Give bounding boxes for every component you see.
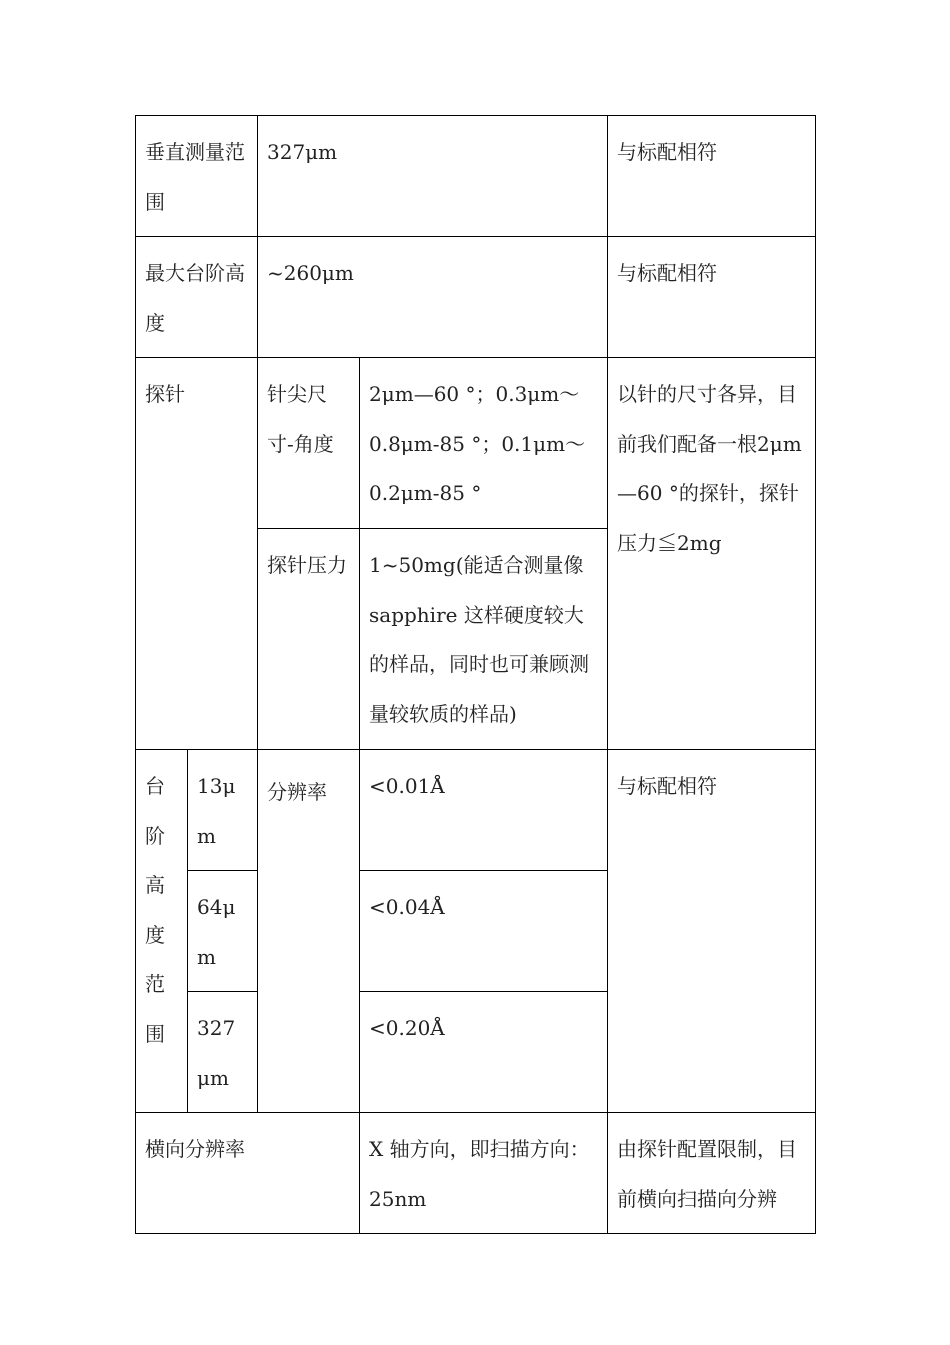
row-value: ~260μm bbox=[258, 237, 608, 358]
probe-tip-label: 针尖尺寸-角度 bbox=[258, 358, 360, 529]
row-label: 横向分辨率 bbox=[136, 1113, 360, 1234]
row-note: 与标配相符 bbox=[608, 237, 816, 358]
resolution-value: <0.04Å bbox=[360, 871, 608, 992]
row-note: 与标配相符 bbox=[608, 116, 816, 237]
row-label: 垂直测量范围 bbox=[136, 116, 258, 237]
spec-table bbox=[135, 115, 816, 1234]
row-note: 由探针配置限制，目前横向扫描向分辨 bbox=[608, 1113, 816, 1234]
resolution-value: <0.20Å bbox=[360, 992, 608, 1113]
probe-pressure-value: 1~50mg(能适合测量像 sapphire 这样硬度较大的样品，同时也可兼顾测量较软质的样品) bbox=[360, 529, 608, 750]
row-note: 以针的尺寸各异，目前我们配备一根2μm—60 °的探针，探针压力≦2mg bbox=[608, 358, 816, 750]
row-label: 最大台阶高度 bbox=[136, 237, 258, 358]
resolution-label: 分辨率 bbox=[258, 750, 360, 1113]
table-row bbox=[136, 750, 816, 871]
probe-tip-value: 2μm—60 °；0.3μm～0.8μm-85 °；0.1μm～0.2μm-85 ° bbox=[360, 358, 608, 529]
row-label: 台阶高度范围 bbox=[136, 750, 188, 1113]
table-row bbox=[136, 237, 816, 358]
table-row bbox=[136, 116, 816, 237]
row-value: 327μm bbox=[258, 116, 608, 237]
table-row bbox=[136, 1113, 816, 1234]
range-cell: 13μm bbox=[188, 750, 258, 871]
table-row bbox=[136, 358, 816, 529]
row-note: 与标配相符 bbox=[608, 750, 816, 1113]
probe-pressure-label: 探针压力 bbox=[258, 529, 360, 750]
range-cell: 64μm bbox=[188, 871, 258, 992]
range-cell: 327 μm bbox=[188, 992, 258, 1113]
row-label: 探针 bbox=[136, 358, 258, 750]
row-value: X 轴方向，即扫描方向：25nm bbox=[360, 1113, 608, 1234]
resolution-value: <0.01Å bbox=[360, 750, 608, 871]
